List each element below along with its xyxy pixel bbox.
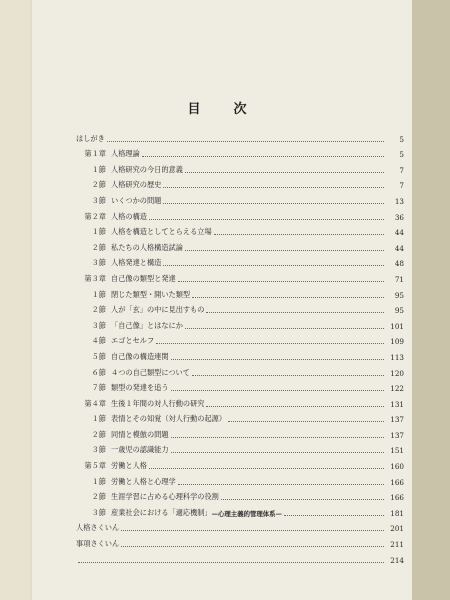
- toc-entry: [76, 222, 404, 238]
- previous-page-edge: [0, 0, 34, 600]
- entry-title: 労働と人格と心理学: [111, 476, 176, 486]
- dot-leader: [121, 546, 384, 547]
- page-title: 目 次: [187, 102, 257, 117]
- toc-entry: [76, 315, 404, 331]
- entry-number: １節: [91, 227, 106, 237]
- dot-leader: [228, 421, 384, 422]
- dot-leader: [192, 375, 384, 376]
- entry-number: １節: [91, 476, 106, 486]
- entry-subtitle: —心理主義的管理体系—: [211, 509, 282, 518]
- entry-title: 表情とその知覚（対人行動の起源）: [111, 414, 227, 424]
- entry-number: ６節: [91, 367, 106, 377]
- toc-entry: [76, 190, 404, 206]
- entry-title: 生後１年間の対人行動の研究: [111, 398, 205, 408]
- dot-leader: [163, 265, 384, 266]
- toc-entry: [76, 144, 404, 160]
- toc-entry: [76, 549, 404, 565]
- dot-leader: [171, 390, 384, 391]
- entry-number: ３節: [91, 445, 106, 455]
- entry-page-number: 137: [390, 430, 404, 440]
- toc-entry: [76, 533, 404, 549]
- dot-leader: [149, 219, 384, 220]
- entry-title: 人格研究の歴史: [111, 180, 162, 190]
- entry-page-number: 181: [390, 508, 404, 518]
- dot-leader: [142, 156, 384, 157]
- dot-leader: [149, 468, 384, 469]
- dot-leader: [107, 141, 384, 142]
- entry-title: はしがき: [76, 133, 105, 143]
- entry-page-number: 36: [394, 212, 404, 222]
- dot-leader: [221, 499, 384, 500]
- entry-page-number: 44: [394, 228, 404, 238]
- toc-entry: [76, 424, 404, 440]
- entry-page-number: 71: [394, 274, 404, 284]
- entry-page-number: 166: [390, 477, 404, 487]
- toc-entry: [76, 237, 404, 253]
- entry-number: 第４章: [84, 398, 106, 408]
- entry-number: ２節: [91, 242, 106, 252]
- entry-number: １節: [91, 164, 106, 174]
- toc-entry: [76, 268, 404, 284]
- entry-number: 第３章: [84, 273, 106, 283]
- dot-leader: [206, 406, 384, 407]
- dot-leader: [178, 281, 384, 282]
- entry-title: 一歳児の認識能力: [111, 445, 169, 455]
- entry-page-number: 137: [390, 415, 404, 425]
- entry-page-number: 95: [394, 290, 404, 300]
- toc-entry: [76, 206, 404, 222]
- dot-leader: [163, 203, 384, 204]
- toc-entry: [76, 346, 404, 362]
- entry-title: 人格さくいん: [76, 523, 120, 533]
- entry-number: ２節: [91, 180, 106, 190]
- entry-page-number: 95: [394, 306, 404, 316]
- toc-entry: [76, 159, 404, 175]
- entry-page-number: 7: [399, 165, 404, 175]
- entry-page-number: 201: [390, 524, 404, 534]
- entry-number: ３節: [91, 507, 106, 517]
- entry-title: 閉じた類型・開いた類型: [111, 289, 191, 299]
- entry-title: 生涯学習に占める心理科学の役割: [111, 492, 219, 502]
- entry-page-number: 120: [390, 368, 404, 378]
- entry-number: ２節: [91, 492, 106, 502]
- dot-leader: [206, 312, 384, 313]
- book-page: [32, 0, 412, 600]
- entry-page-number: 113: [390, 352, 404, 362]
- entry-title: ４つの自己類型について: [111, 367, 190, 377]
- entry-number: ４節: [91, 336, 106, 346]
- entry-title: 人格を構造としてとらえる立場: [111, 227, 212, 237]
- dot-leader: [185, 172, 384, 173]
- toc-entry: [76, 518, 404, 534]
- entry-number: ２節: [91, 429, 106, 439]
- entry-page-number: 5: [399, 150, 404, 160]
- background-surface: [412, 0, 450, 600]
- entry-number: １節: [91, 289, 106, 299]
- dot-leader: [284, 515, 384, 516]
- entry-page-number: 7: [399, 181, 404, 191]
- entry-page-number: 5: [399, 134, 404, 144]
- entry-title: エゴとセルフ: [111, 336, 155, 346]
- entry-title: 私たちの人格構造試論: [111, 242, 183, 252]
- dot-leader: [192, 297, 384, 298]
- dot-leader: [156, 343, 384, 344]
- toc-entry: [76, 455, 404, 471]
- toc-entry: [76, 409, 404, 425]
- entry-number: ２節: [91, 305, 106, 315]
- entry-page-number: 214: [390, 555, 404, 565]
- toc-entry: [76, 300, 404, 316]
- dot-leader: [214, 234, 384, 235]
- dot-leader: [171, 437, 384, 438]
- entry-title: 産業社会における「適応機制」: [111, 507, 212, 517]
- entry-number: ７節: [91, 383, 106, 393]
- toc-entry: [76, 331, 404, 347]
- toc-entry: [76, 253, 404, 269]
- entry-page-number: 122: [390, 384, 404, 394]
- dot-leader: [171, 452, 384, 453]
- entry-title: 「自己像」とはなにか: [111, 320, 183, 330]
- entry-title: 人格理論: [111, 149, 140, 159]
- toc-entry: [76, 393, 404, 409]
- entry-number: 第２章: [84, 211, 106, 221]
- dot-leader: [78, 562, 384, 563]
- dot-leader: [178, 484, 384, 485]
- entry-title: 人格の構造: [111, 211, 147, 221]
- entry-page-number: 44: [394, 243, 404, 253]
- entry-page-number: 13: [394, 196, 404, 206]
- table-of-contents: [76, 128, 404, 565]
- entry-number: 第１章: [84, 149, 106, 159]
- entry-page-number: 160: [390, 462, 404, 472]
- toc-entry: [76, 175, 404, 191]
- toc-entry: [76, 502, 404, 518]
- entry-title: 自己像の構造連関: [111, 351, 169, 361]
- dot-leader: [121, 530, 384, 531]
- dot-leader: [171, 359, 384, 360]
- toc-entry: [76, 362, 404, 378]
- toc-entry: [76, 471, 404, 487]
- entry-number: ３節: [91, 195, 106, 205]
- entry-title: 労働と人格: [111, 461, 147, 471]
- toc-entry: [76, 487, 404, 503]
- entry-page-number: 48: [394, 259, 404, 269]
- dot-leader: [163, 187, 384, 188]
- entry-page-number: 166: [390, 493, 404, 503]
- entry-page-number: 109: [390, 337, 404, 347]
- entry-title: 類型の発達を追う: [111, 383, 169, 393]
- toc-entry: [76, 440, 404, 456]
- toc-entry: [76, 284, 404, 300]
- entry-title: 人格発達と構造: [111, 258, 162, 268]
- dot-leader: [185, 250, 384, 251]
- entry-number: ５節: [91, 351, 106, 361]
- entry-title: 人格研究の今日的意義: [111, 164, 183, 174]
- entry-page-number: 151: [390, 446, 404, 456]
- entry-title: いくつかの問題: [111, 195, 162, 205]
- entry-title: 事項さくいん: [76, 539, 120, 549]
- entry-title: 自己像の類型と発達: [111, 273, 176, 283]
- entry-number: 第５章: [84, 461, 106, 471]
- entry-page-number: 211: [390, 540, 404, 550]
- dot-leader: [185, 328, 384, 329]
- entry-number: １節: [91, 414, 106, 424]
- entry-number: ３節: [91, 320, 106, 330]
- toc-entry: [76, 378, 404, 394]
- entry-number: ３節: [91, 258, 106, 268]
- entry-page-number: 101: [390, 321, 404, 331]
- entry-page-number: 131: [390, 399, 404, 409]
- entry-title: 人が「玄」の中に見出すもの: [111, 305, 205, 315]
- entry-title: 同情と模倣の問題: [111, 429, 169, 439]
- toc-entry: [76, 128, 404, 144]
